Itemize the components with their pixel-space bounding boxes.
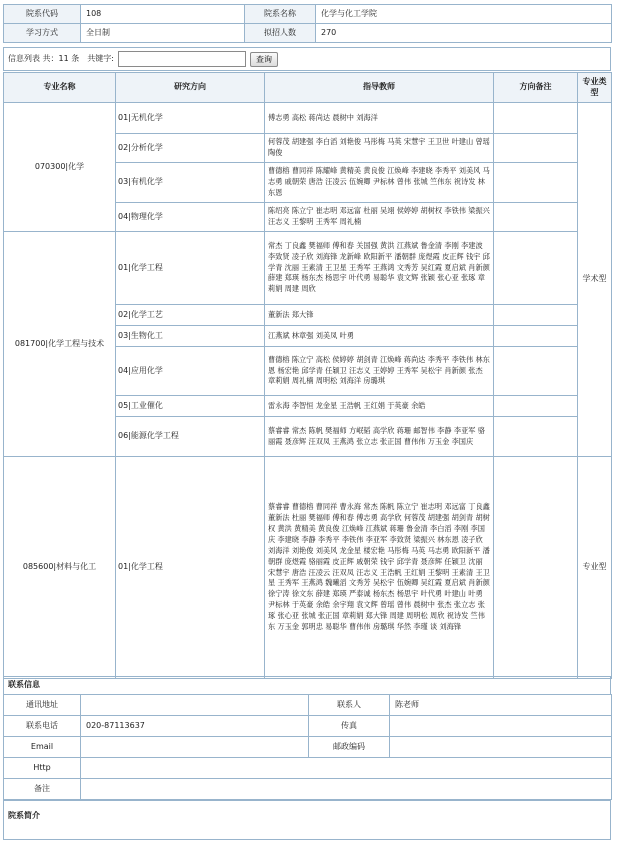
major-name: 085600|材料与化工 <box>4 457 116 679</box>
advisor-list: 蔡睿睿 曹德榕 曹同祥 曹永海 常杰 陈帆 陈立宁 崔志明 邓远富 丁良鑫 董新法 杜丽 樊福师 傅和春 傅志勇 高学欣 何蓉茂 胡建强 胡剑青 胡树权 黄洪 黄精美 黄良俊 江焕峰 江燕斌 蒋珊 鲁金清 李白滔 李刚 李国庆 李建晓 李静 李秀平 李铁伟 李亚军 李致贤 梁振兴 林东恩 凌子欣 刘海洋 刘艳俊 刘美风 龙金星 楼宏艳 马彤梅 马英 马志勇 欧阳新平 潘朝群 庞煜霞 骆丽霞 皮正辉 戚朝荣 钱宇 邱学青 聂彦辉 任颖卫 沈丽 宋慧宇 唐浩 汪凌云 汪双凤 汪志义 王浩帆 王红娟 王黎明 王素清 王卫星 王秀军 王燕鸿 魏曦滔 文秀芳 吴松宇 伍婉卿 吴红霞 夏启斌 肖新颜 徐宁涛 徐文东 薛建 郑瑛 严泰诚 杨东杰 杨思宇 叶代勇 叶建山 叶勇 尹标林 于英豪 余皓 余宇翔 袁文辉 曾瑶 曾伟 晨树中 张杰 张立志 张琢 张心亚 张城 张正国 章莉娟 郑大锋 周建 周明松 周欣 祝诗发 竺伟东 万玉金 郭明忠 易聪华 曹伟伟 房璐琪 华然 李瑾 谈 刘海锋 <box>265 457 494 679</box>
major-name: 081700|化学工程与技术 <box>4 232 116 457</box>
contact-section-title: 联系信息 <box>3 676 611 694</box>
advisor-list: 曹德榕 陈立宁 高松 侯婷婷 胡剑青 江焕峰 蒋尚达 李秀平 李铁伟 林东恩 杨宏艳 邱学青 任颖卫 汪志义 王婷婷 王秀军 吴松宇 肖新颜 张杰 章莉娟 周礼楠 周明松 刘海洋 房璐琪 <box>265 347 494 396</box>
address-label: 通讯地址 <box>4 695 81 716</box>
header-note: 方向备注 <box>494 73 578 103</box>
header-type: 专业类型 <box>578 73 612 103</box>
address-value <box>81 695 309 716</box>
query-button[interactable]: 查询 <box>250 52 278 67</box>
direction-note <box>494 396 578 417</box>
advisor-list: 何蓉茂 胡建强 李白滔 刘艳俊 马彤梅 马英 宋慧宇 王卫世 叶建山 曾瑶 陶俊 <box>265 134 494 163</box>
dept-code-value: 108 <box>81 5 245 24</box>
direction-note <box>494 417 578 457</box>
quota-label: 拟招人数 <box>245 24 316 43</box>
table-row <box>4 232 612 305</box>
direction-note <box>494 457 578 679</box>
contact-table <box>3 694 612 800</box>
header-advisors: 指导教师 <box>265 73 494 103</box>
http-label: Http <box>4 758 81 779</box>
direction-note <box>494 103 578 134</box>
department-info-table <box>3 4 612 43</box>
search-bar <box>3 47 611 71</box>
direction-note <box>494 326 578 347</box>
fax-value <box>390 716 612 737</box>
direction-note <box>494 134 578 163</box>
direction-name: 03|有机化学 <box>116 163 265 203</box>
direction-note <box>494 232 578 305</box>
advisor-list: 常杰 丁良鑫 樊福师 傅和春 关国强 黄洪 江燕斌 鲁金清 李刚 李建波 李致贤 凌子欣 刘海锋 龙新峰 欧阳新平 潘朝群 庞煜霞 皮正辉 钱宇 邱学青 沈丽 王素清 王卫星 王秀军 王燕鸿 文秀芳 吴红霞 夏启斌 肖新颜 薛建 郑瑛 杨东杰 杨思宇 叶代勇 易聪华 袁文辉 张颖 张心亚 张琢 章莉娟 周建 周欣 <box>265 232 494 305</box>
header-direction: 研究方向 <box>116 73 265 103</box>
direction-name: 01|无机化学 <box>116 103 265 134</box>
major-type-academic: 学术型 <box>578 103 612 457</box>
contact-person-label: 联系人 <box>309 695 390 716</box>
advisor-list: 陈绍亮 陈立宁 崔志明 邓远富 杜丽 吴翊 侯婷婷 胡树权 李铁伟 梁振兴 汪志义 王黎明 王秀军 周礼楠 <box>265 203 494 232</box>
study-mode-value: 全日制 <box>81 24 245 43</box>
direction-name: 01|化学工程 <box>116 232 265 305</box>
major-name: 070300|化学 <box>4 103 116 232</box>
phone-value: 020-87113637 <box>81 716 309 737</box>
dept-name-label: 院系名称 <box>245 5 316 24</box>
postcode-value <box>390 737 612 758</box>
direction-note <box>494 163 578 203</box>
direction-note <box>494 203 578 232</box>
list-summary: 信息列表 共：11 条 共键字: <box>8 53 114 63</box>
keyword-input[interactable] <box>118 51 246 67</box>
direction-name: 02|分析化学 <box>116 134 265 163</box>
major-type-professional: 专业型 <box>578 457 612 679</box>
direction-name: 04|物理化学 <box>116 203 265 232</box>
phone-label: 联系电话 <box>4 716 81 737</box>
advisor-list: 傅志勇 高松 蒋尚达 晨树中 刘海洋 <box>265 103 494 134</box>
direction-name: 03|生物化工 <box>116 326 265 347</box>
direction-name: 01|化学工程 <box>116 457 265 679</box>
quota-value: 270 <box>316 24 612 43</box>
advisor-list: 曹德榕 曹同祥 陈耀峰 黄精美 黄良俊 江焕峰 李建晓 李秀平 刘美风 马志勇 戚朝荣 唐浩 汪凌云 伍婉卿 尹标林 曾伟 张城 竺伟东 祝诗发 林东恩 <box>265 163 494 203</box>
email-label: Email <box>4 737 81 758</box>
http-value <box>81 758 612 779</box>
direction-note <box>494 305 578 326</box>
department-intro-title: 院系简介 <box>3 800 611 840</box>
table-row <box>4 457 612 679</box>
contact-person-value: 陈老师 <box>390 695 612 716</box>
majors-table <box>3 72 612 679</box>
dept-code-label: 院系代码 <box>4 5 81 24</box>
study-mode-label: 学习方式 <box>4 24 81 43</box>
advisor-list: 蔡睿睿 常杰 陈帆 樊福师 方岷韬 高学欣 蒋珊 邮智伟 李静 李亚军 骆丽霞 聂彦辉 汪双凤 王燕鸿 张立志 张正国 曹伟伟 万玉金 李国庆 <box>265 417 494 457</box>
postcode-label: 邮政编码 <box>309 737 390 758</box>
advisor-list: 雷永海 李智恒 龙金星 王浩帆 王红娟 于英豪 余皓 <box>265 396 494 417</box>
table-row <box>4 103 612 134</box>
dept-name-value: 化学与化工学院 <box>316 5 612 24</box>
advisor-list: 董新法 郑大锋 <box>265 305 494 326</box>
direction-name: 05|工业催化 <box>116 396 265 417</box>
email-value <box>81 737 309 758</box>
direction-name: 04|应用化学 <box>116 347 265 396</box>
remark-value <box>81 779 612 800</box>
direction-name: 06|能源化学工程 <box>116 417 265 457</box>
table-header-row <box>4 73 612 103</box>
header-major: 专业名称 <box>4 73 116 103</box>
fax-label: 传真 <box>309 716 390 737</box>
remark-label: 备注 <box>4 779 81 800</box>
advisor-list: 江燕斌 林章强 刘美凤 叶勇 <box>265 326 494 347</box>
direction-note <box>494 347 578 396</box>
direction-name: 02|化学工艺 <box>116 305 265 326</box>
